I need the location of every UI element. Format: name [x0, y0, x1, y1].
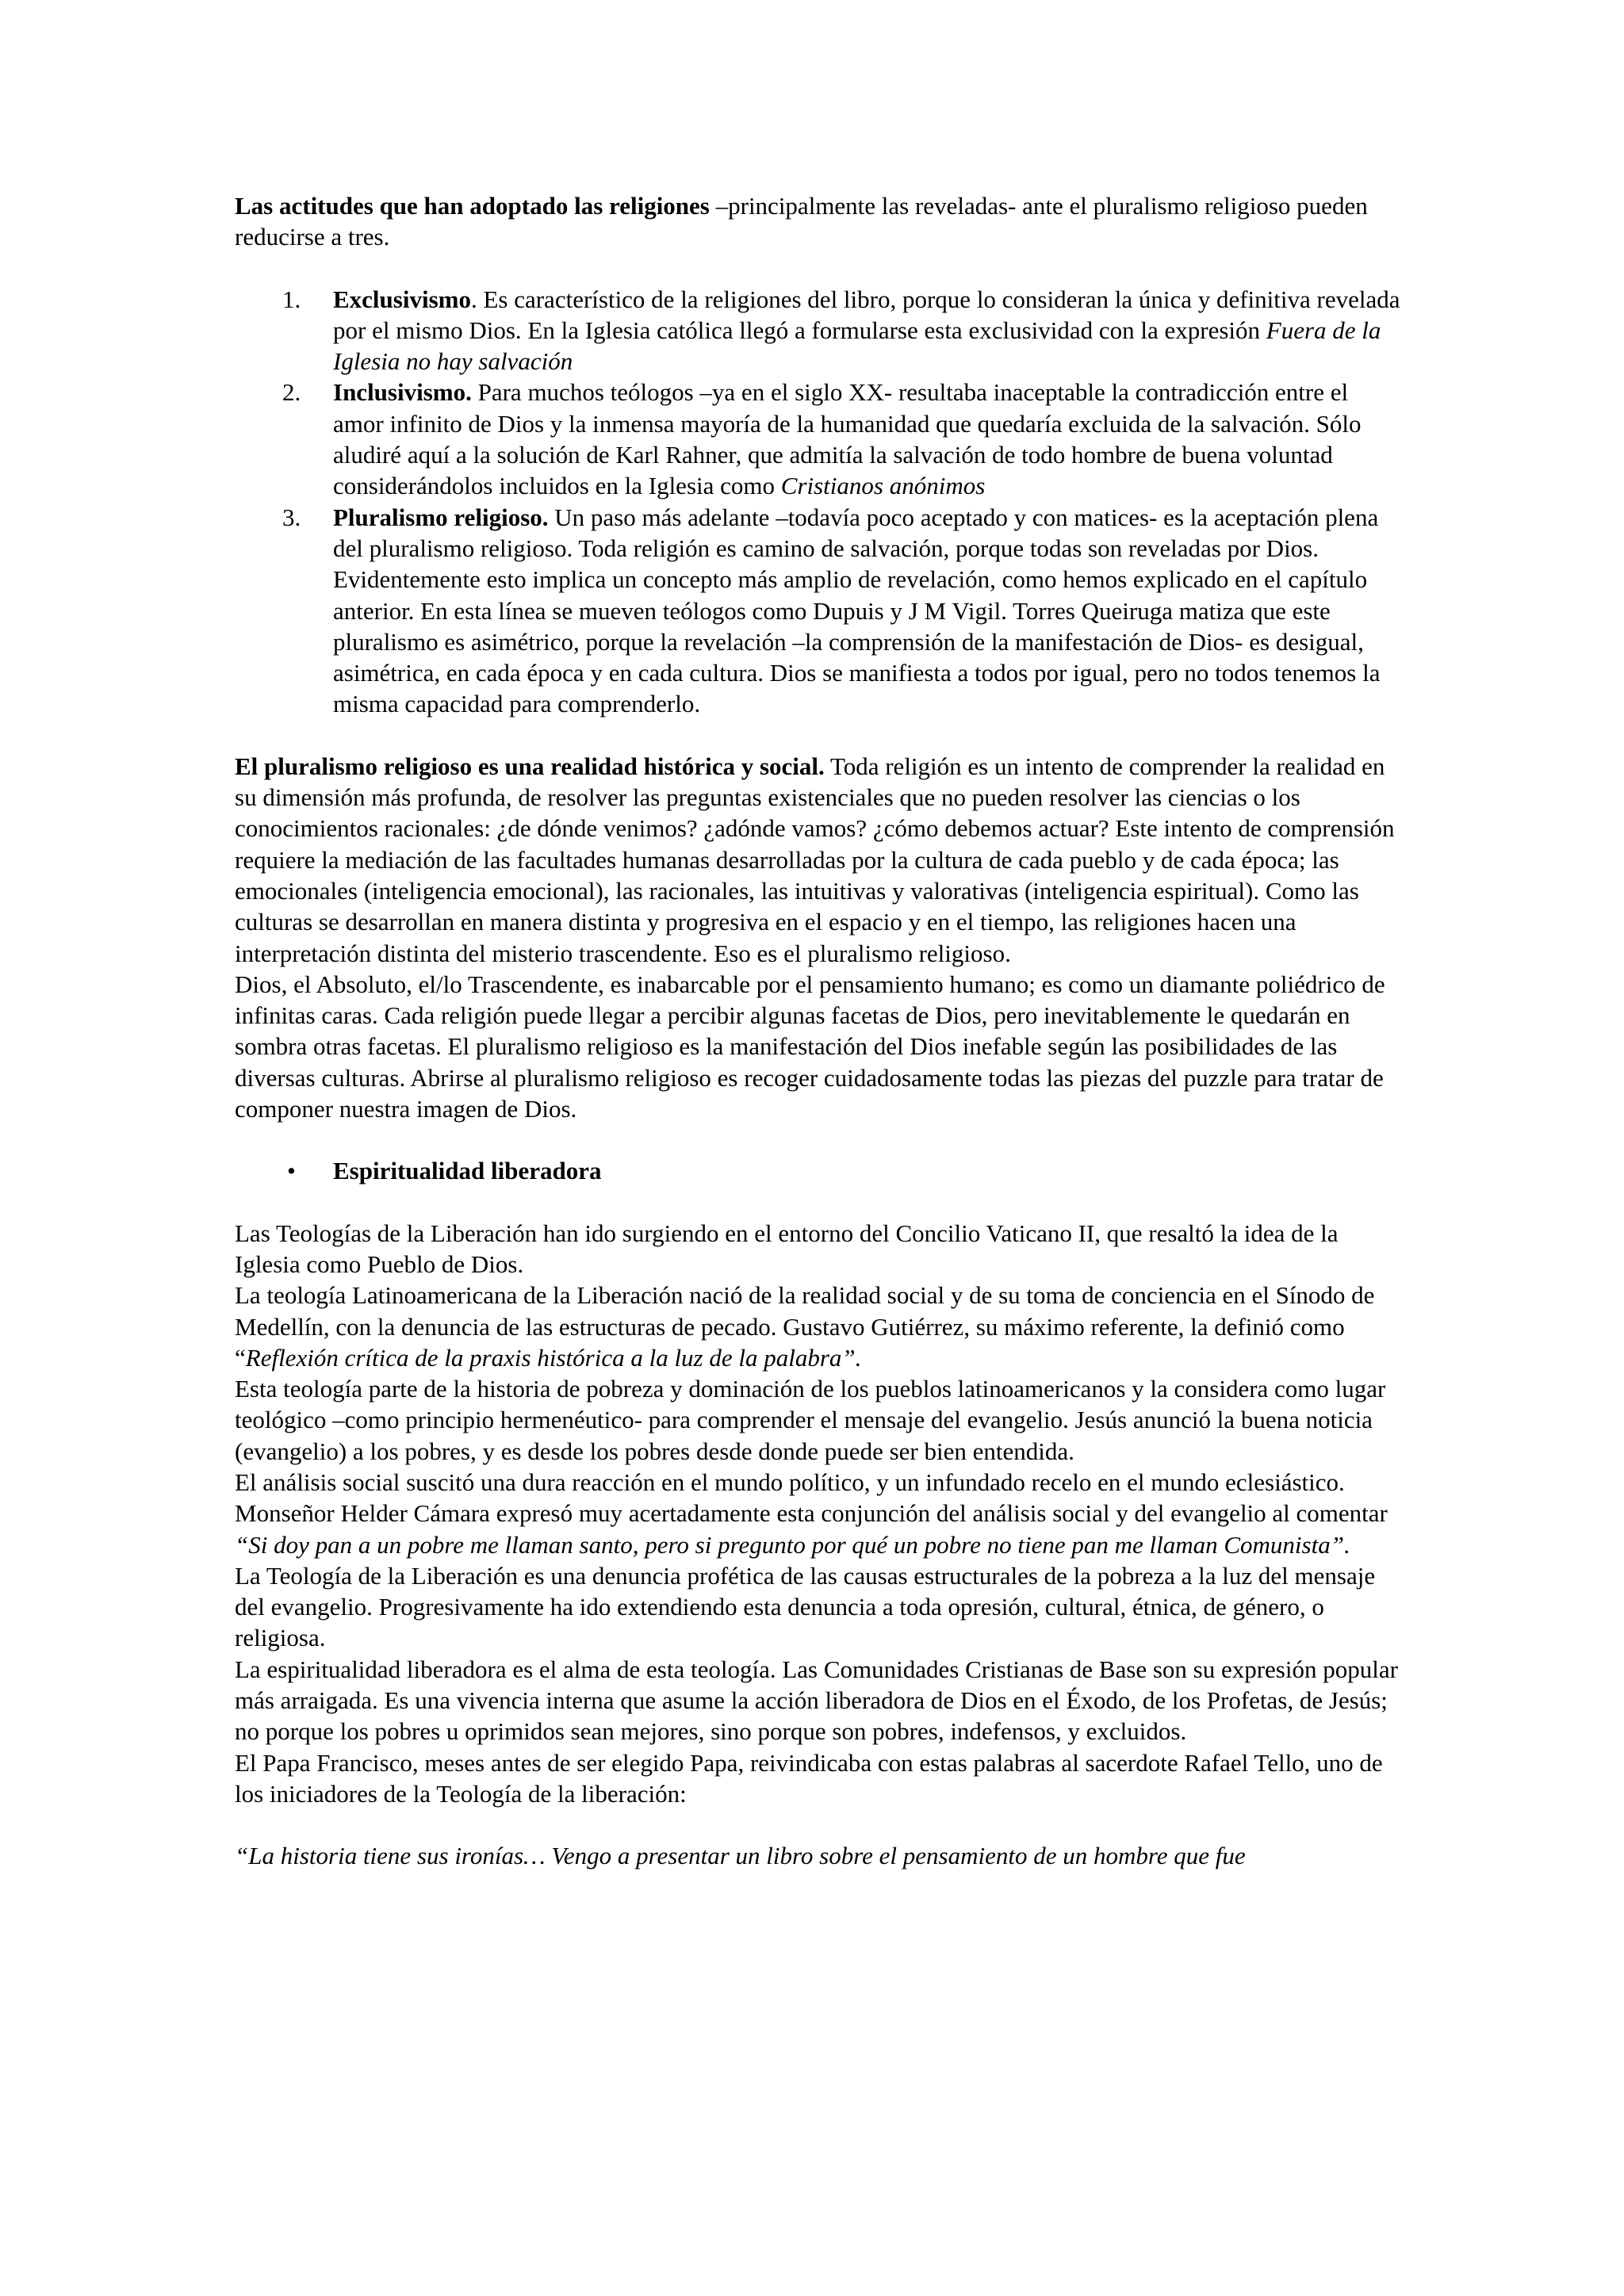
document-page — [235, 190, 1400, 1872]
section-heading — [235, 1155, 1400, 1186]
spacer — [235, 1187, 1400, 1218]
quote-text: “La historia tiene sus ironías… Vengo a presentar un libro sobre el pensamiento de un hombre que fue — [235, 1842, 1246, 1870]
list-item-italic: Fuera de la Iglesia no hay salvación — [333, 316, 1381, 376]
liberation-p4-italic: “Si doy pan a un pobre me llaman santo, pero si pregunto por qué un pobre no tiene pan me llaman Comunista”. — [235, 1530, 1350, 1559]
list-item-exclusivismo — [235, 284, 1400, 377]
liberation-p2-text: La teología Latinoamericana de la Liberación nació de la realidad social y de su toma de conciencia en el Sínodo de Medellín, con la denuncia de las estructuras de pecado. Gustavo Gutiérrez, su máximo referente, la definió como “ — [235, 1281, 1375, 1372]
attitudes-list — [235, 284, 1400, 720]
list-item-text: Un paso más adelante –todavía poco aceptado y con matices- es la aceptación plena del pluralismo religioso. Toda religión es camino de salvación, porque todas son reveladas por Dios. Evidentemente esto implica un concepto más amplio de revelación, como hemos explicado en el capítulo anterior. En esta línea se mueven teólogos como Dupuis y J M Vigil. Torres Queiruga matiza que este pluralismo es asimétrico, porque la revelación –la comprensión de la manifestación de Dios- es desigual, asimétrica, en cada época y en cada cultura. Dios se manifiesta a todos por igual, pero no todos tenemos la misma capacidad para comprenderlo. — [333, 503, 1381, 718]
section-title: Espiritualidad liberadora — [333, 1157, 602, 1185]
spacer — [235, 720, 1400, 751]
liberation-p4-text: El análisis social suscitó una dura reacción en el mundo político, y un infundado recelo en el mundo eclesiástico. Monseñor Helder Cámara expresó muy acertadamente esta conjunción del análisis social y del evangelio al comentar — [235, 1468, 1388, 1528]
intro-paragraph — [235, 190, 1400, 253]
pluralism-rest: Toda religión es un intento de comprender la realidad en su dimensión más profunda, de resolver las preguntas existenciales que no pueden resolver las ciencias o los conocimientos racionales: ¿de dónde venimos? ¿adónde vamos? ¿cómo debemos actuar? Este intento de comprensión requiere la mediación de las facultades humanas desarrolladas por la cultura de cada pueblo y de cada época; las emocionales (inteligencia emocional), las racionales, las intuitivas y valorativas (inteligencia espiritual). Como las culturas se desarrollan en manera distinta y progresiva en el espacio y en el tiempo, las religiones hacen una interpretación distinta del misterio trascendente. Eso es el pluralismo religioso. — [235, 752, 1395, 967]
francis-quote — [235, 1840, 1400, 1871]
spacer — [235, 1809, 1400, 1840]
liberation-p1: Las Teologías de la Liberación han ido surgiendo en el entorno del Concilio Vaticano II, que resaltó la idea de la Iglesia como Pueblo de Dios. — [235, 1219, 1339, 1278]
list-item-text: . Es característico de la religiones del libro, porque lo consideran la única y definitiva revelada por el mismo Dios. En la Iglesia católica llegó a formularse esta exclusividad con la expresión — [333, 285, 1400, 344]
intro-rest: –principalmente las reveladas- ante el pluralismo religioso pueden reducirse a tres. — [235, 192, 1368, 251]
liberation-p2-italic: Reflexión crítica de la praxis histórica a la luz de la palabra”. — [245, 1343, 862, 1372]
liberation-p5: La Teología de la Liberación es una denuncia profética de las causas estructurales de la pobreza a la luz del mensaje del evangelio. Progresivamente ha ido extendiendo esta denuncia a toda opresión, cultural, étnica, de género, o religiosa. — [235, 1561, 1376, 1652]
pluralism-lead: El pluralismo religioso es una realidad histórica y social. — [235, 752, 825, 780]
liberation-p6: La espiritualidad liberadora es el alma de esta teología. Las Comunidades Cristianas de Base son su expresión popular más arraigada. Es una vivencia interna que asume la acción liberadora de Dios en el Éxodo, de los Profetas, de Jesús; no porque los pobres u oprimidos sean mejores, sino porque son pobres, indefensos, y excluidos. — [235, 1655, 1398, 1746]
list-item-title: Inclusivismo. — [333, 378, 472, 407]
list-item-italic: Cristianos anónimos — [780, 472, 986, 500]
liberation-p7: El Papa Francisco, meses antes de ser elegido Papa, reivindicaba con estas palabras al sacerdote Rafael Tello, uno de los iniciadores de la Teología de la liberación: — [235, 1748, 1383, 1808]
list-item-inclusivismo — [235, 377, 1400, 501]
intro-lead: Las actitudes que han adoptado las religiones — [235, 192, 710, 220]
list-number: 1. — [282, 285, 301, 313]
list-item-text: Para muchos teólogos –ya en el siglo XX- resultaba inaceptable la contradicción entre el amor infinito de Dios y la inmensa mayoría de la humanidad que quedaría excluida de la salvación. Sólo aludiré aquí a la solución de Karl Rahner, que admitía la salvación de todo hombre de buena voluntad considerándolos incluidos en la Iglesia como — [333, 378, 1362, 500]
spacer — [235, 1124, 1400, 1155]
spacer — [235, 253, 1400, 284]
pluralism-paragraph — [235, 751, 1400, 969]
diamond-paragraph: Dios, el Absoluto, el/lo Trascendente, es inabarcable por el pensamiento humano; es como un diamante poliédrico de infinitas caras. Cada religión puede llegar a percibir algunas facetas de Dios, pero inevitablemente le quedarán en sombra otras facetas. El pluralismo religioso es la manifestación del Dios inefable según las posibilidades de las diversas culturas. Abrirse al pluralismo religioso es recoger cuidadosamente todas las piezas del puzzle para tratar de componer nuestra imagen de Dios. — [235, 970, 1385, 1123]
list-item-pluralismo — [235, 502, 1400, 720]
bullet-icon: • — [287, 1157, 296, 1185]
liberation-p3: Esta teología parte de la historia de pobreza y dominación de los pueblos latinoamericanos y la considera como lugar teológico –como principio hermenéutico- para comprender el mensaje del evangelio. Jesús anunció la buena noticia (evangelio) a los pobres, y es desde los pobres desde donde puede ser bien entendida. — [235, 1375, 1386, 1465]
list-item-title: Exclusivismo — [333, 285, 471, 313]
liberation-p4 — [235, 1467, 1400, 1560]
list-item-title: Pluralismo religioso. — [333, 503, 549, 531]
list-number: 3. — [282, 503, 301, 531]
liberation-p2 — [235, 1280, 1400, 1373]
list-number: 2. — [282, 378, 301, 407]
